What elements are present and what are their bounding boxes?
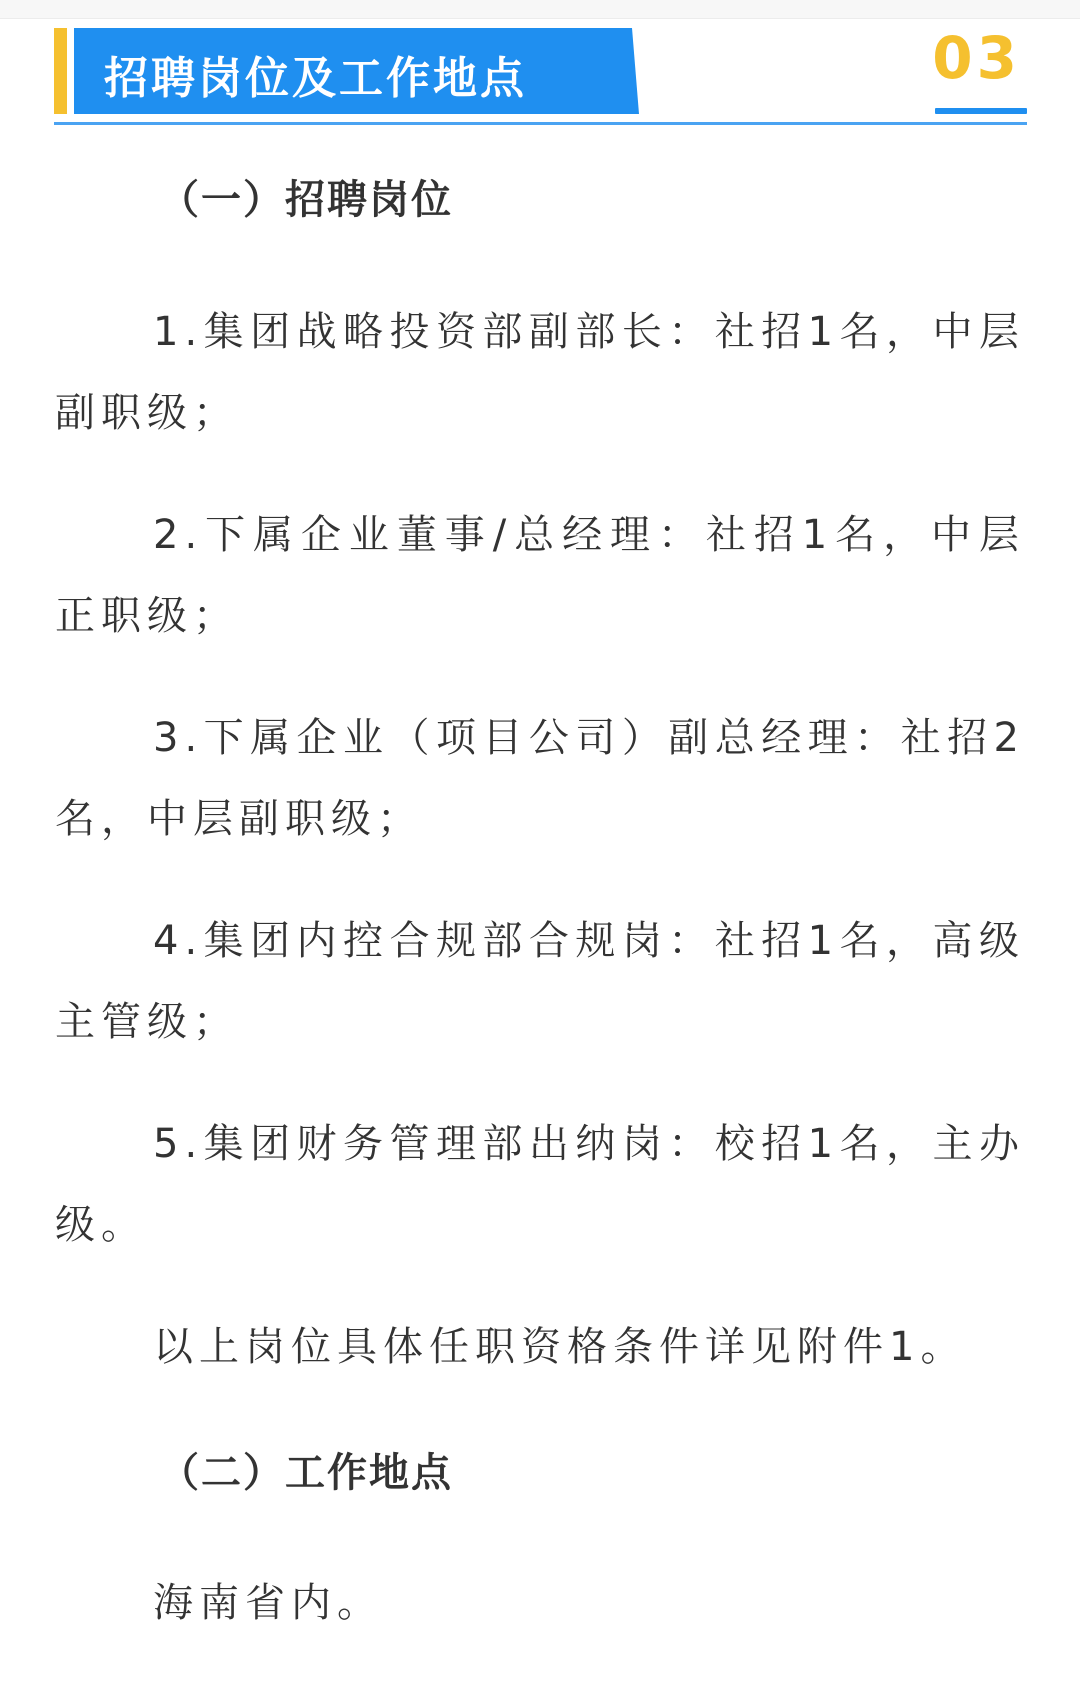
position-item-3: 3.下属企业（项目公司）副总经理：社招2名，中层副职级； bbox=[55, 715, 1025, 842]
location-text: 海南省内。 bbox=[153, 1580, 383, 1626]
position-item-2: 2.下属企业董事/总经理：社招1名，中层正职级； bbox=[55, 512, 1025, 639]
position-item-1: 1.集团战略投资部副部长：社招1名，中层副职级； bbox=[55, 309, 1025, 436]
positions-heading: （一）招聘岗位 bbox=[159, 177, 453, 223]
position-item-5: 5.集团财务管理部出纳岗：校招1名，主办级。 bbox=[55, 1121, 1025, 1248]
top-divider bbox=[0, 0, 1080, 19]
position-item-4: 4.集团内控合规部合规岗：社招1名，高级主管级； bbox=[55, 918, 1025, 1045]
article-body bbox=[55, 170, 1025, 1644]
section-number-underline bbox=[935, 108, 1027, 114]
location-heading: （二）工作地点 bbox=[159, 1450, 453, 1496]
positions-note: 以上岗位具体任职资格条件详见附件1。 bbox=[153, 1324, 967, 1370]
header-rule bbox=[54, 122, 1027, 125]
section-number: 03 bbox=[932, 24, 1021, 92]
section-title: 招聘岗位及工作地点 bbox=[104, 53, 527, 104]
accent-bar bbox=[54, 28, 67, 114]
section-header bbox=[54, 24, 1027, 128]
